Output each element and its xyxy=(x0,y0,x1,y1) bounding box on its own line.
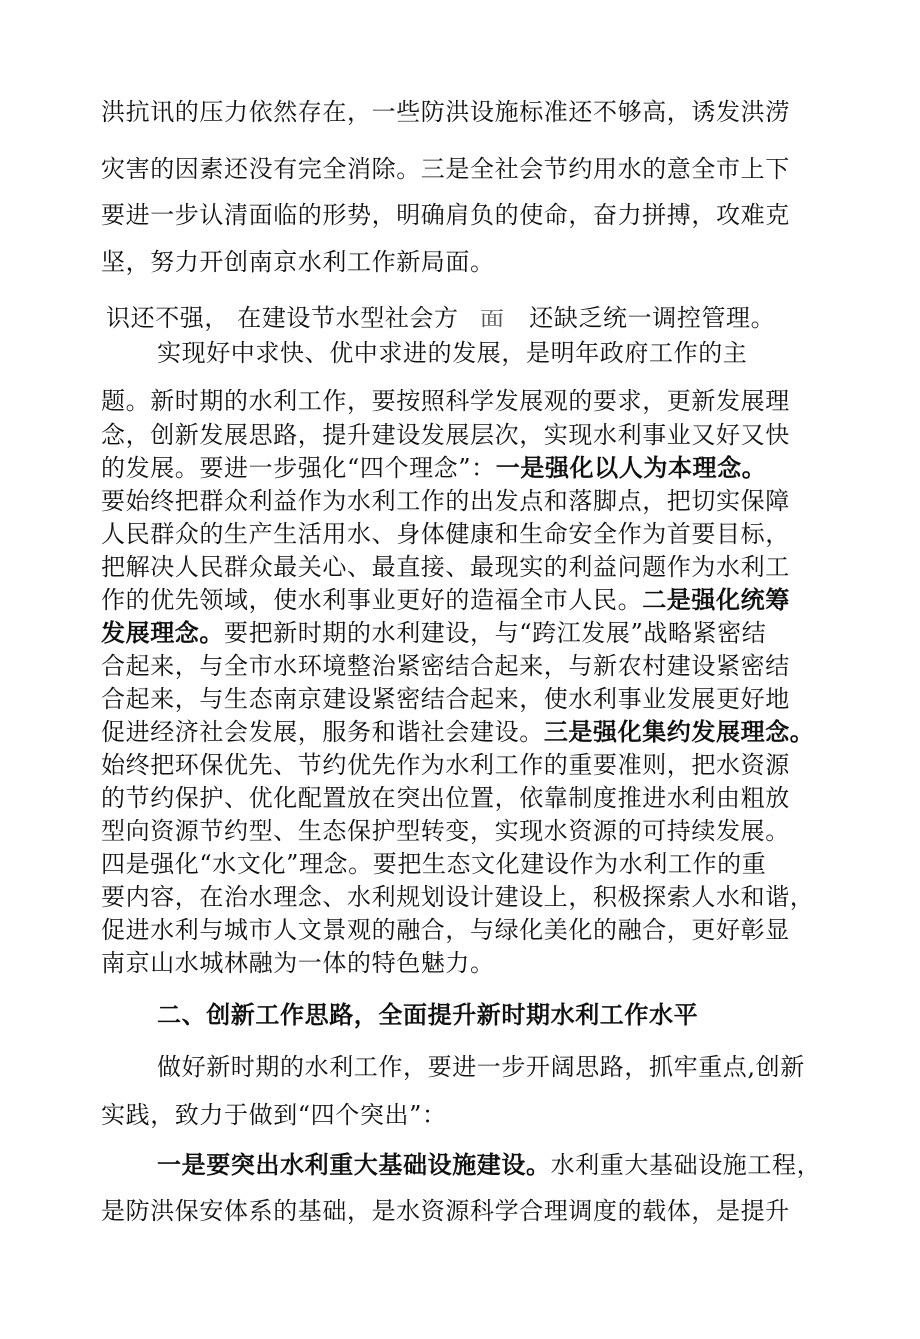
text-line xyxy=(101,585,841,615)
bold-text-run: 三是强化集约发展理念。 xyxy=(543,717,815,746)
indented-line xyxy=(157,1150,897,1180)
text-line: 南京山水城林融为一体的特色魅力。 xyxy=(101,949,495,977)
text-line: 坚，努力开创南京水利工作新局面。 xyxy=(101,248,495,276)
text-line: 灾害的因素还没有完全消除。三是全社会节约用水的意全市上下 xyxy=(101,155,790,183)
text-line: 题。新时期的水利工作，要按照科学发展观的要求，更新发展理 xyxy=(101,387,790,415)
text-line: 合起来，与生态南京建设紧密结合起来，使水利事业发展更好地 xyxy=(101,685,790,713)
bold-text-run: 发展理念。 xyxy=(101,618,224,647)
text-line: 要始终把群众利益作为水利工作的出发点和落脚点，把切实保障 xyxy=(101,487,790,515)
text-line: 四是强化“水文化”理念。要把生态文化建设作为水利工作的重 xyxy=(101,850,767,878)
text-run: 作的优先领域，使水利事业更好的造福全市人民。 xyxy=(101,586,643,614)
text-line: 人民群众的生产生活用水、身体健康和生命安全作为首要目标， xyxy=(101,520,790,548)
text-line: 洪抗讯的压力依然存在，一些防洪设施标准还不够高，诱发洪涝 xyxy=(101,98,790,126)
indented-line: 实现好中求快、优中求进的发展，是明年政府工作的主 xyxy=(157,339,748,367)
text-line: 要内容，在治水理念、水利规划设计建设上，积极探索人水和谐， xyxy=(101,883,815,911)
text-run: 促进经济社会发展，服务和谐社会建设。 xyxy=(101,718,544,746)
text-line: 促进水利与城市人文景观的融合，与绿化美化的融合，更好彰显 xyxy=(101,916,790,944)
bold-text-run: 一是强化以人为本理念。 xyxy=(495,453,767,482)
text-line xyxy=(101,717,841,747)
text-run: 的发展。要进一步强化“四个理念”： xyxy=(101,454,496,482)
text-run: 水利重大基础设施工程， xyxy=(550,1151,822,1179)
text-line: 念，创新发展思路，提升建设发展层次，实现水利事业又好又快 xyxy=(101,421,790,449)
text-line: 型向资源节约型、生态保护型转变，实现水资源的可持续发展。 xyxy=(101,817,790,845)
stray-text-left: 识还不强， 在建设节水型社会方 xyxy=(106,304,459,332)
text-line: 是防洪保安体系的基础，是水资源科学合理调度的载体，是提升 xyxy=(101,1197,790,1225)
stray-text-line xyxy=(106,303,846,335)
bold-text-run: 一是要突出水利重大基础设施建设。 xyxy=(157,1150,551,1179)
text-line: 始终把环保优先、节约优先作为水利工作的重要准则，把水资源 xyxy=(101,751,790,779)
text-run: 要把新时期的水利建设，与“跨江发展”战略紧密结 xyxy=(224,619,767,647)
text-line: 的节约保护、优化配置放在突出位置，依靠制度推进水利由粗放 xyxy=(101,784,790,812)
stray-text-right: 还缺乏统一调控管理。 xyxy=(529,304,776,332)
text-line xyxy=(101,618,841,648)
bold-text-run: 二是强化统筹 xyxy=(642,585,790,614)
text-line: 要进一步认清面临的形势，明确肩负的使命，奋力拼搏，攻难克 xyxy=(101,201,790,229)
text-line xyxy=(101,453,841,483)
indented-line: 做好新时期的水利工作，要进一步开阔思路，抓牢重点,创新 xyxy=(157,1053,805,1081)
text-line: 合起来，与全市水环境整治紧密结合起来，与新农村建设紧密结 xyxy=(101,652,790,680)
text-line: 把解决人民群众最关心、最直接、最现实的利益问题作为水利工 xyxy=(101,553,790,581)
stray-glyph: 面 xyxy=(479,308,505,331)
section-heading: 二、创新工作思路，全面提升新时期水利工作水平 xyxy=(157,1000,699,1029)
text-line: 实践，致力于做到“四个突出”： xyxy=(101,1101,447,1129)
